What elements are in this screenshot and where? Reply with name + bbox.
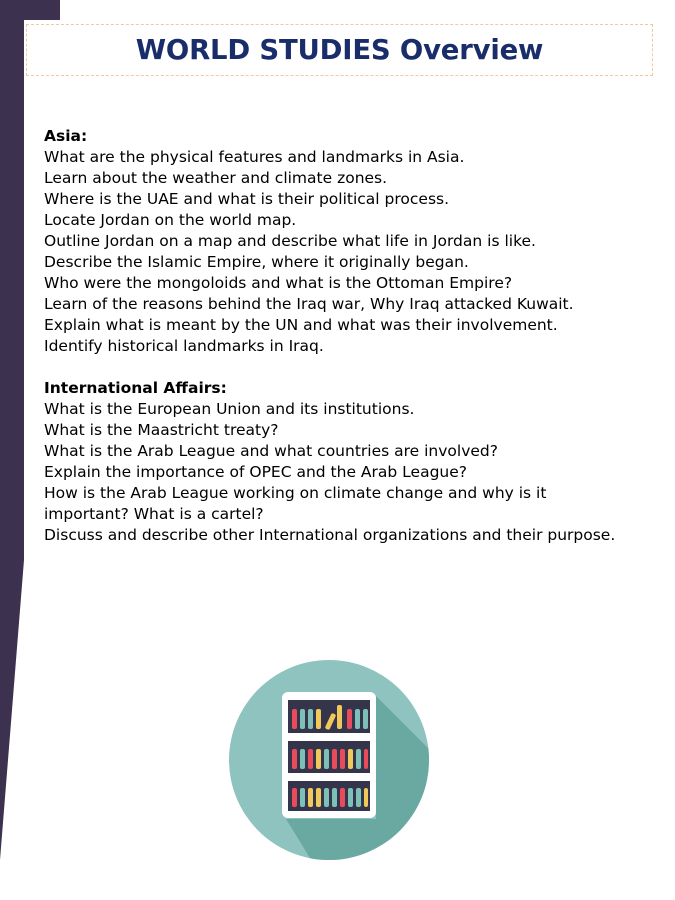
- list-item: What is the European Union and its institutions.: [44, 400, 415, 418]
- section-international-affairs: [44, 378, 664, 546]
- list-item: Outline Jordan on a map and describe what life in Jordan is like.: [44, 232, 536, 250]
- section-heading: Asia:: [44, 127, 88, 145]
- page-title: WORLD STUDIES Overview: [135, 34, 544, 66]
- list-item: What is the Arab League and what countries are involved?: [44, 442, 498, 460]
- section-spacer: [44, 357, 664, 378]
- section-heading: International Affairs:: [44, 379, 227, 397]
- section-asia: [44, 126, 664, 357]
- title-box: [26, 24, 653, 76]
- list-item: Explain what is meant by the UN and what was their involvement.: [44, 316, 558, 334]
- list-item: Describe the Islamic Empire, where it originally began.: [44, 253, 469, 271]
- list-item: How is the Arab League working on climate change and why is it: [44, 484, 547, 502]
- list-item: Where is the UAE and what is their political process.: [44, 190, 450, 208]
- list-item: Who were the mongoloids and what is the Ottoman Empire?: [44, 274, 513, 292]
- list-item: What is the Maastricht treaty?: [44, 421, 279, 439]
- list-item: Identify historical landmarks in Iraq.: [44, 337, 324, 355]
- content-area: [44, 126, 664, 546]
- list-item: Learn about the weather and climate zones.: [44, 169, 388, 187]
- list-item: Discuss and describe other International organizations and their purpose.: [44, 526, 616, 544]
- bookshelf-icon: [216, 644, 442, 870]
- list-item: What are the physical features and landmarks in Asia.: [44, 148, 465, 166]
- list-item: Learn of the reasons behind the Iraq war, Why Iraq attacked Kuwait.: [44, 295, 574, 313]
- international-topic-list: [44, 399, 664, 546]
- list-item: important? What is a cartel?: [44, 505, 264, 523]
- asia-topic-list: [44, 147, 664, 357]
- list-item: Locate Jordan on the world map.: [44, 211, 297, 229]
- list-item: Explain the importance of OPEC and the Arab League?: [44, 463, 467, 481]
